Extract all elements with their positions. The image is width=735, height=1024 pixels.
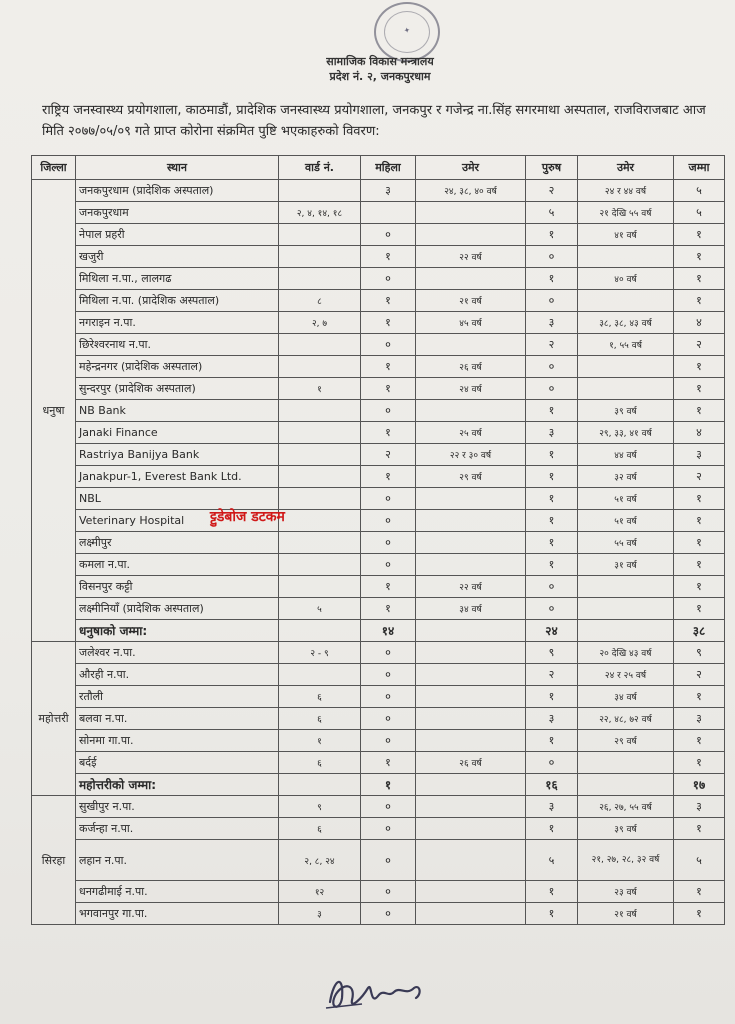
total-cell: १ bbox=[674, 290, 725, 312]
subtotal-label: महोत्तरीको जम्मा: bbox=[76, 774, 279, 796]
female-count-cell: ० bbox=[361, 903, 416, 925]
place-cell: Veterinary Hospital bbox=[76, 510, 279, 532]
male-count-cell: ० bbox=[526, 356, 578, 378]
female-count-cell: ० bbox=[361, 881, 416, 903]
female-age-cell bbox=[416, 840, 526, 881]
female-count-cell: ० bbox=[361, 510, 416, 532]
place-cell: लक्ष्मीनियाँ (प्रादेशिक अस्पताल) bbox=[76, 598, 279, 620]
total-cell: ९ bbox=[674, 642, 725, 664]
ward-cell: ८ bbox=[279, 290, 361, 312]
subtotal-ward-empty bbox=[279, 620, 361, 642]
female-age-cell: २४, ३८, ४० वर्ष bbox=[416, 180, 526, 202]
female-age-cell: २१ वर्ष bbox=[416, 290, 526, 312]
male-count-cell: ३ bbox=[526, 422, 578, 444]
ward-cell: २, ४, १४, १८ bbox=[279, 202, 361, 224]
female-age-cell bbox=[416, 224, 526, 246]
place-cell: सुन्दरपुर (प्रादेशिक अस्पताल) bbox=[76, 378, 279, 400]
col-female: महिला bbox=[361, 156, 416, 180]
male-age-cell bbox=[578, 246, 674, 268]
ward-cell bbox=[279, 180, 361, 202]
total-cell: १ bbox=[674, 818, 725, 840]
place-cell: बर्दई bbox=[76, 752, 279, 774]
subtotal-male-age-empty bbox=[578, 620, 674, 642]
subtotal-female-age-empty bbox=[416, 774, 526, 796]
male-count-cell: ५ bbox=[526, 840, 578, 881]
table-row bbox=[32, 664, 725, 686]
male-age-cell: २१ वर्ष bbox=[578, 903, 674, 925]
total-cell: ३ bbox=[674, 444, 725, 466]
total-cell: १ bbox=[674, 730, 725, 752]
male-count-cell: १ bbox=[526, 400, 578, 422]
covid-cases-table bbox=[31, 155, 725, 925]
office-heading bbox=[300, 54, 460, 84]
subtotal-female: १ bbox=[361, 774, 416, 796]
male-age-cell: ४४ वर्ष bbox=[578, 444, 674, 466]
intro-paragraph: राष्ट्रिय जनस्वास्थ्य प्रयोगशाला, काठमाडौं, प्रादेशिक जनस्वास्थ्य प्रयोगशाला, जनकपुर र गजेन्द्र ना.सिंह सगरमाथा अस्पताल, राजविराजबाट आज मिति २०७७/०५/०९ गते प्राप्त कोरोना संक्रमित पुष्टि भएकाहरुको विवरण: bbox=[42, 103, 706, 139]
place-cell: Janakpur-1, Everest Bank Ltd. bbox=[76, 466, 279, 488]
table-row bbox=[32, 881, 725, 903]
ward-cell bbox=[279, 400, 361, 422]
subtotal-female: १४ bbox=[361, 620, 416, 642]
total-cell: १ bbox=[674, 510, 725, 532]
male-count-cell: ० bbox=[526, 598, 578, 620]
ward-cell: १ bbox=[279, 378, 361, 400]
male-age-cell bbox=[578, 752, 674, 774]
male-count-cell: १ bbox=[526, 268, 578, 290]
female-age-cell: ४५ वर्ष bbox=[416, 312, 526, 334]
place-cell: सोनमा गा.पा. bbox=[76, 730, 279, 752]
female-age-cell: २९ वर्ष bbox=[416, 466, 526, 488]
total-cell: १ bbox=[674, 554, 725, 576]
place-cell: खजुरी bbox=[76, 246, 279, 268]
male-count-cell: १ bbox=[526, 466, 578, 488]
female-age-cell bbox=[416, 818, 526, 840]
table-row bbox=[32, 730, 725, 752]
male-age-cell: २९, ३३, ४१ वर्ष bbox=[578, 422, 674, 444]
male-age-cell: ३९ वर्ष bbox=[578, 400, 674, 422]
female-count-cell: ० bbox=[361, 554, 416, 576]
female-count-cell: १ bbox=[361, 246, 416, 268]
male-age-cell bbox=[578, 576, 674, 598]
male-age-cell: २४ र २५ वर्ष bbox=[578, 664, 674, 686]
male-age-cell bbox=[578, 356, 674, 378]
total-cell: १ bbox=[674, 356, 725, 378]
ward-cell bbox=[279, 224, 361, 246]
place-cell: NB Bank bbox=[76, 400, 279, 422]
male-age-cell bbox=[578, 378, 674, 400]
place-cell: कर्जन्हा न.पा. bbox=[76, 818, 279, 840]
male-count-cell: १ bbox=[526, 532, 578, 554]
female-count-cell: १ bbox=[361, 312, 416, 334]
total-cell: २ bbox=[674, 664, 725, 686]
ward-cell bbox=[279, 664, 361, 686]
total-cell: २ bbox=[674, 334, 725, 356]
col-male: पुरुष bbox=[526, 156, 578, 180]
male-age-cell: ५५ वर्ष bbox=[578, 532, 674, 554]
male-count-cell: १ bbox=[526, 881, 578, 903]
female-age-cell bbox=[416, 642, 526, 664]
total-cell: ५ bbox=[674, 180, 725, 202]
male-age-cell: २१ देखि ५५ वर्ष bbox=[578, 202, 674, 224]
total-cell: १ bbox=[674, 686, 725, 708]
female-count-cell: ० bbox=[361, 796, 416, 818]
female-count-cell: २ bbox=[361, 444, 416, 466]
male-age-cell: ३४ वर्ष bbox=[578, 686, 674, 708]
place-cell: छिरेश्वरनाथ न.पा. bbox=[76, 334, 279, 356]
female-age-cell bbox=[416, 686, 526, 708]
table-row bbox=[32, 598, 725, 620]
table-row bbox=[32, 796, 725, 818]
female-count-cell: ० bbox=[361, 642, 416, 664]
male-age-cell: २१, २७, २८, ३२ वर्ष bbox=[578, 840, 674, 881]
place-cell: लक्ष्मीपुर bbox=[76, 532, 279, 554]
table-row bbox=[32, 224, 725, 246]
male-count-cell: १ bbox=[526, 903, 578, 925]
col-district: जिल्ला bbox=[32, 156, 76, 180]
ward-cell bbox=[279, 576, 361, 598]
place-cell: लहान न.पा. bbox=[76, 840, 279, 881]
place-cell: बलवा न.पा. bbox=[76, 708, 279, 730]
seal-emblem-icon: ✦ bbox=[402, 25, 412, 36]
ward-cell bbox=[279, 334, 361, 356]
ward-cell: ५ bbox=[279, 598, 361, 620]
place-cell: जनकपुरधाम bbox=[76, 202, 279, 224]
male-age-cell bbox=[578, 598, 674, 620]
total-cell: १ bbox=[674, 224, 725, 246]
table-row bbox=[32, 290, 725, 312]
female-age-cell bbox=[416, 796, 526, 818]
total-cell: १ bbox=[674, 268, 725, 290]
female-count-cell bbox=[361, 202, 416, 224]
male-count-cell: १ bbox=[526, 686, 578, 708]
total-cell: १ bbox=[674, 532, 725, 554]
female-count-cell: ० bbox=[361, 268, 416, 290]
col-male-age: उमेर bbox=[578, 156, 674, 180]
female-age-cell: २६ वर्ष bbox=[416, 752, 526, 774]
place-cell: सुखीपुर न.पा. bbox=[76, 796, 279, 818]
table-row bbox=[32, 466, 725, 488]
female-age-cell bbox=[416, 532, 526, 554]
ward-cell: २ - ९ bbox=[279, 642, 361, 664]
male-count-cell: २ bbox=[526, 664, 578, 686]
table-row bbox=[32, 708, 725, 730]
female-age-cell bbox=[416, 664, 526, 686]
subtotal-ward-empty bbox=[279, 774, 361, 796]
place-cell: धनगढीमाई न.पा. bbox=[76, 881, 279, 903]
male-count-cell: ० bbox=[526, 246, 578, 268]
male-count-cell: ० bbox=[526, 576, 578, 598]
male-age-cell: ४१ वर्ष bbox=[578, 224, 674, 246]
table-row bbox=[32, 532, 725, 554]
table-row bbox=[32, 752, 725, 774]
male-count-cell: ३ bbox=[526, 796, 578, 818]
total-cell: ३ bbox=[674, 708, 725, 730]
total-cell: १ bbox=[674, 903, 725, 925]
female-count-cell: ० bbox=[361, 840, 416, 881]
male-age-cell: २० देखि ४३ वर्ष bbox=[578, 642, 674, 664]
table-row bbox=[32, 246, 725, 268]
ward-cell: ६ bbox=[279, 686, 361, 708]
district-cell: महोत्तरी bbox=[32, 642, 76, 796]
table-row bbox=[32, 400, 725, 422]
female-age-cell bbox=[416, 903, 526, 925]
place-cell: जनकपुरधाम (प्रादेशिक अस्पताल) bbox=[76, 180, 279, 202]
col-female-age: उमेर bbox=[416, 156, 526, 180]
female-count-cell: १ bbox=[361, 466, 416, 488]
place-cell: मिथिला न.पा. (प्रादेशिक अस्पताल) bbox=[76, 290, 279, 312]
subtotal-row bbox=[32, 774, 725, 796]
subtotal-total: १७ bbox=[674, 774, 725, 796]
male-count-cell: १ bbox=[526, 554, 578, 576]
ward-cell bbox=[279, 444, 361, 466]
female-count-cell: ० bbox=[361, 488, 416, 510]
district-cell: धनुषा bbox=[32, 180, 76, 642]
female-age-cell bbox=[416, 708, 526, 730]
ward-cell bbox=[279, 488, 361, 510]
table-row bbox=[32, 356, 725, 378]
place-cell: विसनपुर कट्टी bbox=[76, 576, 279, 598]
office-line-2: प्रदेश नं. २, जनकपुरधाम bbox=[329, 70, 431, 83]
female-count-cell: ० bbox=[361, 708, 416, 730]
male-age-cell bbox=[578, 290, 674, 312]
male-count-cell: ० bbox=[526, 752, 578, 774]
male-age-cell: ३८, ३८, ४३ वर्ष bbox=[578, 312, 674, 334]
male-count-cell: ५ bbox=[526, 202, 578, 224]
table-row bbox=[32, 312, 725, 334]
ward-cell bbox=[279, 268, 361, 290]
male-count-cell: ९ bbox=[526, 642, 578, 664]
subtotal-female-age-empty bbox=[416, 620, 526, 642]
handwritten-signature bbox=[322, 958, 432, 1018]
ward-cell: ६ bbox=[279, 818, 361, 840]
table-row bbox=[32, 422, 725, 444]
table-row bbox=[32, 444, 725, 466]
female-age-cell: २२ र ३० वर्ष bbox=[416, 444, 526, 466]
ward-cell bbox=[279, 466, 361, 488]
total-cell: ५ bbox=[674, 840, 725, 881]
male-count-cell: १ bbox=[526, 488, 578, 510]
ward-cell: २, ७ bbox=[279, 312, 361, 334]
total-cell: २ bbox=[674, 466, 725, 488]
office-line-1: सामाजिक विकास मन्त्रालय bbox=[326, 55, 434, 68]
female-age-cell: २६ वर्ष bbox=[416, 356, 526, 378]
total-cell: १ bbox=[674, 488, 725, 510]
total-cell: १ bbox=[674, 378, 725, 400]
subtotal-label: धनुषाको जम्मा: bbox=[76, 620, 279, 642]
table-row bbox=[32, 840, 725, 881]
ward-cell bbox=[279, 510, 361, 532]
female-count-cell: १ bbox=[361, 356, 416, 378]
subtotal-total: ३८ bbox=[674, 620, 725, 642]
male-age-cell: ५१ वर्ष bbox=[578, 488, 674, 510]
total-cell: १ bbox=[674, 400, 725, 422]
female-age-cell: २४ वर्ष bbox=[416, 378, 526, 400]
male-age-cell: ३९ वर्ष bbox=[578, 818, 674, 840]
total-cell: १ bbox=[674, 576, 725, 598]
col-ward: वार्ड नं. bbox=[279, 156, 361, 180]
table-header-row bbox=[32, 156, 725, 180]
table-row bbox=[32, 642, 725, 664]
female-age-cell: ३४ वर्ष bbox=[416, 598, 526, 620]
male-age-cell: १, ५५ वर्ष bbox=[578, 334, 674, 356]
male-count-cell: ० bbox=[526, 378, 578, 400]
female-age-cell bbox=[416, 554, 526, 576]
male-count-cell: ३ bbox=[526, 708, 578, 730]
ward-cell: १२ bbox=[279, 881, 361, 903]
female-age-cell: २२ वर्ष bbox=[416, 246, 526, 268]
male-age-cell: ३२ वर्ष bbox=[578, 466, 674, 488]
female-count-cell: १ bbox=[361, 422, 416, 444]
male-count-cell: ३ bbox=[526, 312, 578, 334]
table-row bbox=[32, 334, 725, 356]
place-cell: औरही न.पा. bbox=[76, 664, 279, 686]
place-cell: NBL bbox=[76, 488, 279, 510]
male-count-cell: २ bbox=[526, 334, 578, 356]
male-count-cell: १ bbox=[526, 510, 578, 532]
total-cell: ३ bbox=[674, 796, 725, 818]
ward-cell bbox=[279, 246, 361, 268]
place-cell: नेपाल प्रहरी bbox=[76, 224, 279, 246]
ward-cell: ६ bbox=[279, 752, 361, 774]
place-cell: रतौली bbox=[76, 686, 279, 708]
female-count-cell: ० bbox=[361, 686, 416, 708]
female-age-cell bbox=[416, 400, 526, 422]
male-count-cell: १ bbox=[526, 730, 578, 752]
total-cell: ४ bbox=[674, 422, 725, 444]
female-age-cell: २२ वर्ष bbox=[416, 576, 526, 598]
male-count-cell: २ bbox=[526, 180, 578, 202]
ward-cell: ३ bbox=[279, 903, 361, 925]
male-age-cell: २२, ४८, ७२ वर्ष bbox=[578, 708, 674, 730]
table-row bbox=[32, 903, 725, 925]
male-age-cell: २४ र ४४ वर्ष bbox=[578, 180, 674, 202]
subtotal-male-age-empty bbox=[578, 774, 674, 796]
female-count-cell: १ bbox=[361, 752, 416, 774]
table-row bbox=[32, 488, 725, 510]
female-count-cell: ० bbox=[361, 224, 416, 246]
female-count-cell: १ bbox=[361, 576, 416, 598]
place-cell: भगवानपुर गा.पा. bbox=[76, 903, 279, 925]
table-row bbox=[32, 576, 725, 598]
table-row bbox=[32, 818, 725, 840]
place-cell: कमला न.पा. bbox=[76, 554, 279, 576]
total-cell: ५ bbox=[674, 202, 725, 224]
male-count-cell: १ bbox=[526, 818, 578, 840]
ward-cell bbox=[279, 554, 361, 576]
male-count-cell: १ bbox=[526, 224, 578, 246]
place-cell: Janaki Finance bbox=[76, 422, 279, 444]
female-age-cell bbox=[416, 730, 526, 752]
ward-cell bbox=[279, 532, 361, 554]
place-cell: Rastriya Banijya Bank bbox=[76, 444, 279, 466]
district-cell: सिरहा bbox=[32, 796, 76, 925]
government-seal bbox=[374, 2, 440, 62]
subtotal-row bbox=[32, 620, 725, 642]
female-count-cell: १ bbox=[361, 290, 416, 312]
ward-cell: ९ bbox=[279, 796, 361, 818]
subtotal-male: १६ bbox=[526, 774, 578, 796]
col-total: जम्मा bbox=[674, 156, 725, 180]
female-age-cell bbox=[416, 881, 526, 903]
ward-cell bbox=[279, 356, 361, 378]
place-cell: जलेश्वर न.पा. bbox=[76, 642, 279, 664]
ward-cell: ६ bbox=[279, 708, 361, 730]
table-row bbox=[32, 378, 725, 400]
female-count-cell: १ bbox=[361, 378, 416, 400]
site-watermark: ट्टुडेबोज डटकम bbox=[210, 509, 285, 525]
male-age-cell: २९ वर्ष bbox=[578, 730, 674, 752]
table-row bbox=[32, 510, 725, 532]
female-count-cell: ० bbox=[361, 532, 416, 554]
place-cell: मिथिला न.पा., लालगढ bbox=[76, 268, 279, 290]
female-count-cell: १ bbox=[361, 598, 416, 620]
subtotal-male: २४ bbox=[526, 620, 578, 642]
female-age-cell bbox=[416, 268, 526, 290]
table-row bbox=[32, 686, 725, 708]
table-row bbox=[32, 554, 725, 576]
female-age-cell bbox=[416, 510, 526, 532]
female-count-cell: ० bbox=[361, 818, 416, 840]
col-place: स्थान bbox=[76, 156, 279, 180]
ward-cell: १ bbox=[279, 730, 361, 752]
male-count-cell: १ bbox=[526, 444, 578, 466]
female-count-cell: ० bbox=[361, 400, 416, 422]
total-cell: १ bbox=[674, 598, 725, 620]
table-row bbox=[32, 180, 725, 202]
male-age-cell: ३१ वर्ष bbox=[578, 554, 674, 576]
ward-cell bbox=[279, 422, 361, 444]
table-row bbox=[32, 202, 725, 224]
female-count-cell: ३ bbox=[361, 180, 416, 202]
place-cell: महेन्द्रनगर (प्रादेशिक अस्पताल) bbox=[76, 356, 279, 378]
place-cell: नगराइन न.पा. bbox=[76, 312, 279, 334]
female-count-cell: ० bbox=[361, 334, 416, 356]
total-cell: १ bbox=[674, 752, 725, 774]
female-age-cell: २५ वर्ष bbox=[416, 422, 526, 444]
male-count-cell: ० bbox=[526, 290, 578, 312]
male-age-cell: २३ वर्ष bbox=[578, 881, 674, 903]
female-age-cell bbox=[416, 488, 526, 510]
total-cell: १ bbox=[674, 881, 725, 903]
male-age-cell: ५१ वर्ष bbox=[578, 510, 674, 532]
male-age-cell: ४० वर्ष bbox=[578, 268, 674, 290]
female-count-cell: ० bbox=[361, 664, 416, 686]
female-age-cell bbox=[416, 334, 526, 356]
male-age-cell: २६, २७, ५५ वर्ष bbox=[578, 796, 674, 818]
total-cell: ४ bbox=[674, 312, 725, 334]
female-count-cell: ० bbox=[361, 730, 416, 752]
female-age-cell bbox=[416, 202, 526, 224]
total-cell: १ bbox=[674, 246, 725, 268]
ward-cell: २, ८, २४ bbox=[279, 840, 361, 881]
table-row bbox=[32, 268, 725, 290]
